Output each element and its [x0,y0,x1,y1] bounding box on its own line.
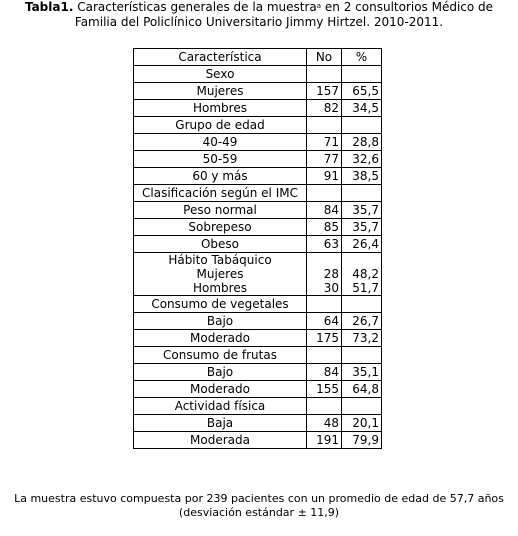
cell-percent: 26,7 [342,313,382,330]
row-label-cell [134,253,307,296]
table-section-row [134,347,382,364]
cell-no: 48 [307,415,342,432]
cell-percent: 26,4 [342,236,382,253]
cell-no [307,185,342,202]
table-caption [4,0,514,30]
table-row [134,236,382,253]
cell-percent: 64,8 [342,381,382,398]
table-row [134,330,382,347]
row-label: Obeso [134,236,307,253]
table-row [134,168,382,185]
no-cell [307,253,342,296]
row-label: Hábito Tabáquico [168,253,272,267]
cell-no: 85 [307,219,342,236]
cell-no: 155 [307,381,342,398]
cell-percent: 28,8 [342,134,382,151]
table-row [134,134,382,151]
table-section-row [134,398,382,415]
cell-no: 191 [307,432,342,449]
cell-no: 77 [307,151,342,168]
cell-percent: 32,6 [342,151,382,168]
caption-text-b: en 2 consultorios Médico de Familia del Policlínico Universitario Jimmy Hirtzel. 2010-2011. [74,0,494,29]
section-label: Clasificación según el IMC [134,185,307,202]
row-label: Bajo [134,364,307,381]
cell-percent: 65,5 [342,83,382,100]
cell-percent [344,253,379,267]
cell-percent: 51,7 [352,281,379,295]
cell-percent [342,398,382,415]
table-row [134,313,382,330]
caption-label: Tabla1. [24,0,74,14]
header-characteristic: Característica [134,49,307,66]
cell-percent [342,296,382,313]
row-label: Sobrepeso [134,219,307,236]
row-label: Mujeres [196,267,244,281]
cell-percent: 79,9 [342,432,382,449]
footnote [4,492,514,520]
cell-no: 84 [307,364,342,381]
row-label: 40-49 [134,134,307,151]
footnote-line-2: (desviación estándar ± 11,9) [178,506,340,519]
cell-no: 84 [307,202,342,219]
cell-percent: 38,5 [342,168,382,185]
section-label: Consumo de vegetales [134,296,307,313]
cell-no: 82 [307,100,342,117]
cell-no: 64 [307,313,342,330]
cell-no: 30 [323,281,339,295]
table-row [134,219,382,236]
table-row [134,432,382,449]
table-section-row [134,185,382,202]
cell-no [309,253,339,267]
characteristics-table [133,48,382,449]
footnote-line-1: La muestra estuvo compuesta por 239 pacientes con un promedio de edad de 57,7 años [14,492,504,505]
cell-no [307,398,342,415]
table-row [134,151,382,168]
cell-percent [342,66,382,83]
cell-no: 175 [307,330,342,347]
cell-percent: 35,1 [342,364,382,381]
cell-no: 63 [307,236,342,253]
caption-text-a: Características generales de la muestra [73,0,317,14]
table-row [134,381,382,398]
cell-no [307,117,342,134]
cell-no: 157 [307,83,342,100]
row-label: 60 y más [134,168,307,185]
cell-no: 71 [307,134,342,151]
cell-percent: 48,2 [352,267,379,281]
table-section-row [134,66,382,83]
table-row [134,100,382,117]
header-no: No [307,49,342,66]
table-section-row [134,296,382,313]
table-row [134,364,382,381]
cell-percent: 35,7 [342,202,382,219]
cell-no [307,66,342,83]
row-label: Peso normal [134,202,307,219]
cell-no: 91 [307,168,342,185]
table-row [134,83,382,100]
cell-no [307,347,342,364]
row-label: Moderado [134,330,307,347]
row-label: Moderada [134,432,307,449]
table-body [134,49,382,449]
percent-cell [342,253,382,296]
cell-percent [342,185,382,202]
cell-percent: 35,7 [342,219,382,236]
row-label: 50-59 [134,151,307,168]
table-section-row [134,117,382,134]
row-label: Baja [134,415,307,432]
section-label: Grupo de edad [134,117,307,134]
section-label: Actividad física [134,398,307,415]
cell-percent [342,347,382,364]
cell-no [307,296,342,313]
row-label: Mujeres [134,83,307,100]
cell-percent [342,117,382,134]
table-row [134,415,382,432]
table-row [134,253,382,296]
section-label: Consumo de frutas [134,347,307,364]
cell-percent: 73,2 [342,330,382,347]
row-label: Hombres [134,100,307,117]
table-header-row [134,49,382,66]
row-label: Hombres [193,281,247,295]
cell-no: 28 [323,267,339,281]
caption-superscript: a [316,2,322,10]
row-label: Bajo [134,313,307,330]
section-label: Sexo [134,66,307,83]
cell-percent: 20,1 [342,415,382,432]
header-percent: % [342,49,382,66]
row-label: Moderado [134,381,307,398]
table-row [134,202,382,219]
cell-percent: 34,5 [342,100,382,117]
